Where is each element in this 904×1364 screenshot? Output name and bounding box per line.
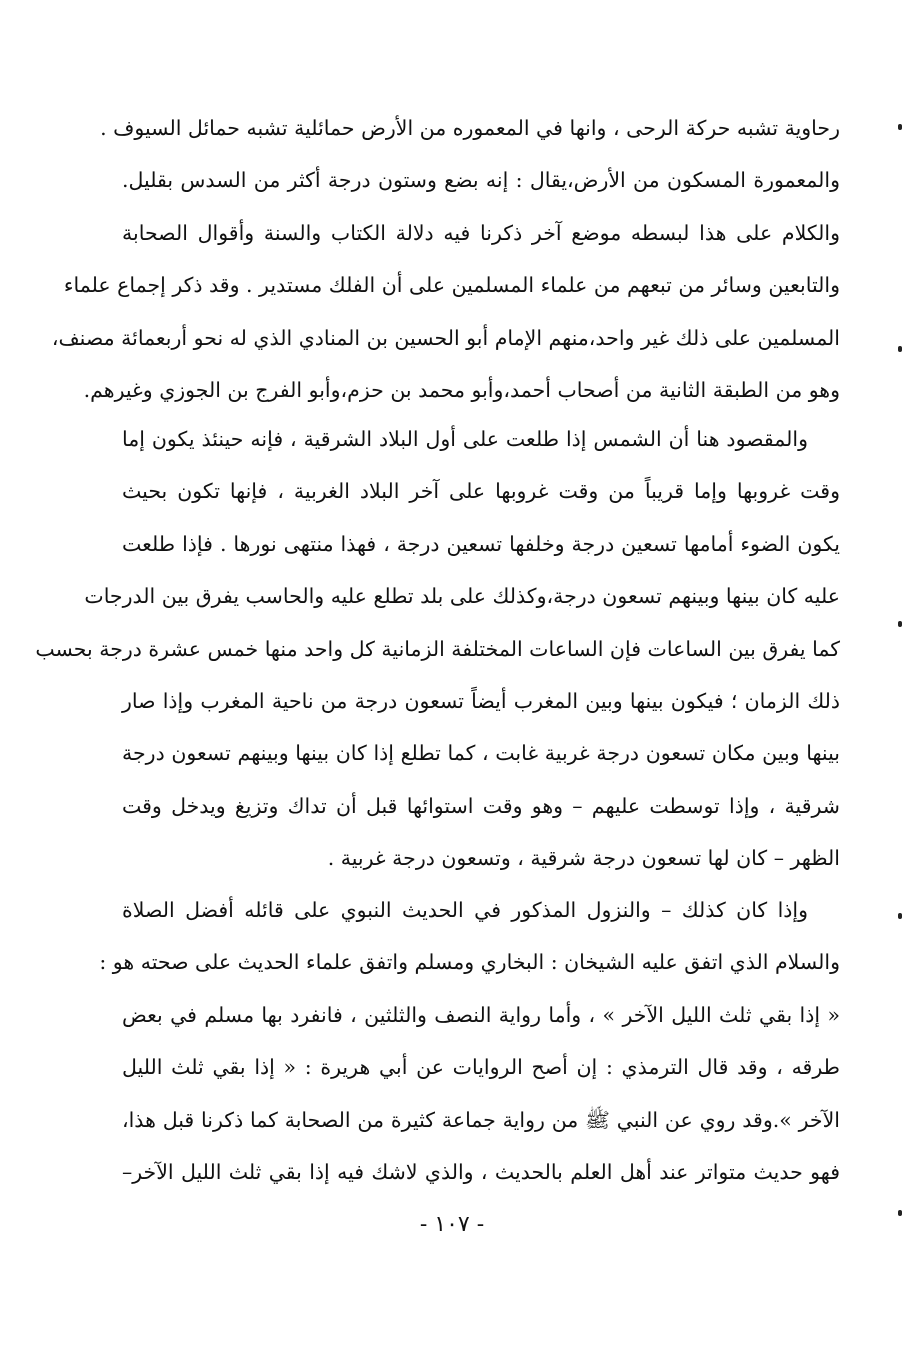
text-line: والتابعين وسائر من تبعهم من علماء المسلمين على أن الفلك مستدير . وقد ذكر إجماع علماء xyxy=(63,273,840,298)
paragraph-1 xyxy=(51,102,840,416)
page-number: - ١٠٧ - xyxy=(419,1212,485,1237)
scan-mark xyxy=(898,124,902,130)
text-line: « إذا بقي ثلث الليل الآخر » ، وأما رواية النصف والثلثين ، فانفرد بها مسلم في بعض xyxy=(122,1002,840,1027)
text-line: الظهر – كان لها تسعون درجة شرقية ، وتسعون درجة غربية . xyxy=(327,846,840,871)
paragraph-3 xyxy=(99,884,840,1198)
text-line: عليه كان بينها وبينهم تسعون درجة،وكذلك على بلد تطلع عليه والحاسب يفرق بين الدرجات xyxy=(84,584,840,609)
scan-mark xyxy=(898,1210,902,1216)
text-line: المسلمين على ذلك غير واحد،منهم الإمام أبو الحسين بن المنادي الذي له نحو أربعمائة مصنف، xyxy=(51,325,840,350)
scan-mark xyxy=(898,346,902,352)
text-line: والسلام الذي اتفق عليه الشيخان : البخاري ومسلم واتفق علماء الحديث على صحته هو : xyxy=(99,950,840,975)
text-line: كما يفرق بين الساعات فإن الساعات المختلفة الزمانية كل واحد منها خمس عشرة درجة بحسب xyxy=(35,636,840,661)
text-line: وقت غروبها وإما قريباً من وقت غروبها على آخر البلاد الغربية ، فإنها تكون بحيث xyxy=(122,479,840,504)
text-line: وهو من الطبقة الثانية من أصحاب أحمد،وأبو محمد بن حزم،وأبو الفرج بن الجوزي وغيرهم. xyxy=(83,377,840,402)
text-line: وإذا كان كذلك – والنزول المذكور في الحديث النبوي على قائله أفضل الصلاة xyxy=(122,898,808,922)
scan-mark xyxy=(898,621,902,627)
text-line: طرقه ، وقد قال الترمذي : إن أصح الروايات عن أبي هريرة : « إذا بقي ثلث الليل xyxy=(122,1055,840,1080)
text-line: فهو حديث متواتر عند أهل العلم بالحديث ، والذي لاشك فيه إذا بقي ثلث الليل الآخر– xyxy=(122,1159,840,1184)
text-line: رحاوية تشبه حركة الرحى ، وانها في المعموره من الأرض حمائلية تشبه حمائل السيوف . xyxy=(100,116,840,140)
text-line: والمقصود هنا أن الشمس إذا طلعت على أول البلاد الشرقية ، فإنه حينئذ يكون إما xyxy=(122,427,808,451)
text-line: شرقية ، وإذا توسطت عليهم – وهو وقت استوائها قبل أن تداك وتزيغ ويدخل وقت xyxy=(122,793,840,818)
text-line: والكلام على هذا لبسطه موضع آخر ذكرنا فيه دلالة الكتاب والسنة وأقوال الصحابة xyxy=(122,220,840,245)
text-line: الآخر ».وقد روي عن النبي ﷺ من رواية جماعة كثيرة من الصحابة كما ذكرنا قبل هذا، xyxy=(122,1107,840,1132)
text-line: والمعمورة المسكون من الأرض،يقال : إنه بضع وستون درجة أكثر من السدس بقليل. xyxy=(122,168,840,193)
text-line: بينها وبين مكان تسعون درجة غربية غابت ، كما تطلع إذا كان بينها وبينهم تسعون درجة xyxy=(122,741,840,766)
text-line: يكون الضوء أمامها تسعين درجة وخلفها تسعين درجة ، فهذا منتهى نورها . فإذا طلعت xyxy=(122,531,840,556)
text-line: ذلك الزمان ؛ فيكون بينها وبين المغرب أيضاً تسعون درجة من ناحية المغرب وإذا صار xyxy=(122,688,840,713)
scan-mark xyxy=(898,913,902,919)
paragraph-2 xyxy=(35,413,840,885)
